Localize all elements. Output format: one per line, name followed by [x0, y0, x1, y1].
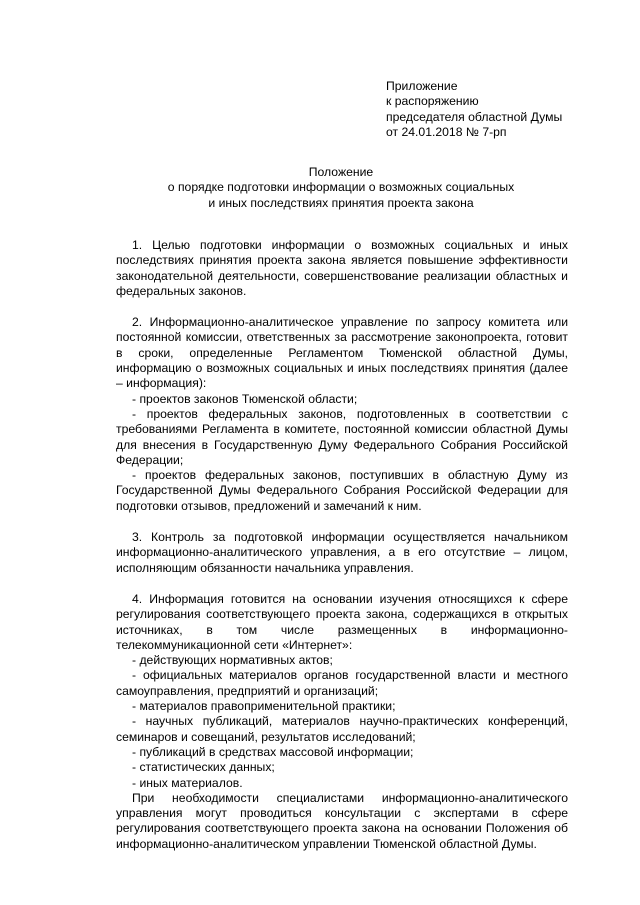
section-4-item-2: - официальных материалов органов государственной власти и местного самоуправления, предприятий и организаций;	[116, 668, 568, 698]
section-2-intro: 2. Информационно-аналитическое управление по запросу комитета или постоянной комиссии, ответственных за рассмотрение законопроекта, готовит в сроки, определенные Регламентом Тюменской областной Думы, информацию о возможных социальных и иных последствиях принятия (далее – информация):	[116, 315, 568, 391]
section-4-item-1: - действующих нормативных актов;	[132, 653, 333, 668]
section-4-intro: 4. Информация готовится на основании изучения относящихся к сфере регулирования соответствующего проекта закона, содержащихся в открытых источниках, в том числе размещенных в информационно-телекоммуникационной сети «Интернет»:	[116, 591, 568, 652]
section-4-item-4: - научных публикаций, материалов научно-практических конференций, семинаров и совещаний, результатов исследований;	[116, 714, 568, 744]
document-title	[116, 165, 566, 211]
appendix-header	[386, 79, 606, 140]
title-line-2: о порядке подготовки информации о возможных социальных	[167, 180, 515, 195]
appendix-line-3: председателя областной Думы	[386, 109, 563, 124]
section-4-item-6: - статистических данных;	[132, 760, 275, 775]
section-2-item-1: - проектов законов Тюменской области;	[132, 391, 358, 406]
section-2-item-3: - проектов федеральных законов, поступивших в областную Думу из Государственной Думы Федерального Собрания Российской Федерации для подготовки отзывов, предложений и замечаний к ним.	[116, 468, 568, 513]
section-2-item-2: - проектов федеральных законов, подготовленных в соответствии с требованиями Регламента в комитете, постоянной комиссии областной Думы для внесения в Государственную Думу Федерального Собрания Российской Федерации;	[116, 406, 568, 467]
section-4-item-5: - публикаций в средствах массовой информации;	[132, 744, 414, 759]
document-body	[116, 238, 568, 852]
appendix-line-4: от 24.01.2018 № 7-рп	[386, 124, 507, 139]
section-4-item-7: - иных материалов.	[132, 775, 243, 790]
title-line-1: Положение	[308, 165, 374, 179]
appendix-line-1: Приложение	[386, 79, 458, 93]
section-1: 1. Целью подготовки информации о возможных социальных и иных последствиях принятия проекта закона является повышение эффективности законодательной деятельности, совершенствование реализации областных и федеральных законов.	[116, 238, 568, 298]
section-3: 3. Контроль за подготовкой информации осуществляется начальником информационно-аналитического управления, а в его отсутствие – лицом, исполняющим обязанности начальника управления.	[116, 530, 568, 575]
section-4-closing: При необходимости специалистами информационно-аналитического управления могут проводиться консультации с экспертами в сфере регулирования соответствующего проекта закона на основании Положения об информационно-аналитическом управлении Тюменской областной Думы.	[116, 790, 568, 851]
appendix-line-2: к распоряжению	[386, 94, 479, 109]
title-line-3: и иных последствиях принятия проекта закона	[208, 195, 474, 210]
section-4-item-3: - материалов правоприменительной практики;	[132, 699, 396, 714]
